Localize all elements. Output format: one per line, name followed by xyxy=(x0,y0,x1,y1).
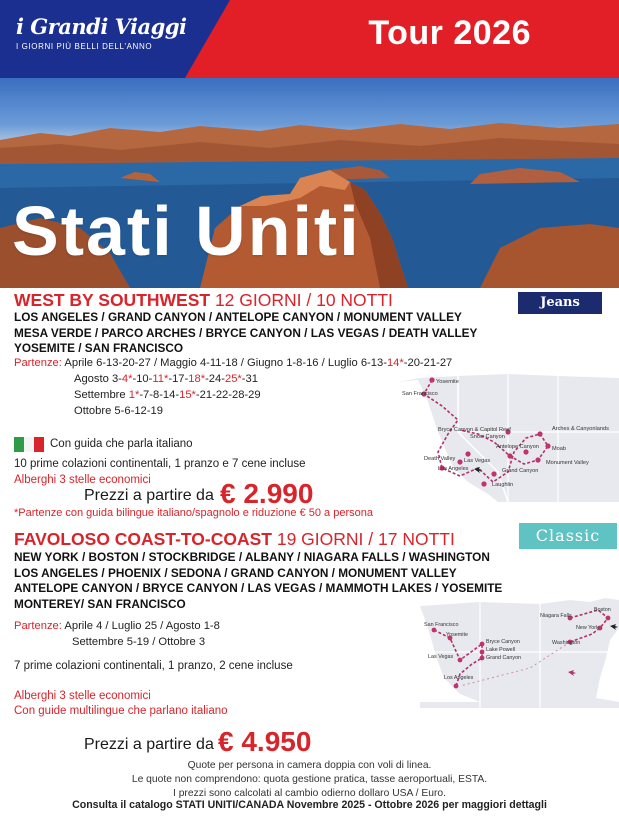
tour1-price-label: Prezzi a partire da xyxy=(84,487,214,504)
tour2-departures xyxy=(14,618,220,650)
map-label: Yosemite xyxy=(436,379,459,385)
map-label: Boston xyxy=(594,607,611,613)
map-label: Washington xyxy=(552,640,581,646)
map-label: Niagara Falls xyxy=(540,613,572,619)
map-label: Los Angeles xyxy=(444,675,474,681)
tour2-cities-line: ANTELOPE CANYON / BRYCE CANYON / LAS VEGAS / MAMMOTH LAKES / YOSEMITE xyxy=(14,581,503,595)
map-label: San Francisco xyxy=(402,391,438,397)
tour1-departures-label: Partenze: xyxy=(14,357,62,369)
tour1-hotels: Alberghi 3 stelle economici xyxy=(14,474,151,486)
map-label: Yosemite xyxy=(446,632,468,638)
tour2-price: € 4.950 xyxy=(218,726,312,757)
tour1-departures xyxy=(14,355,452,419)
tour2-route-map xyxy=(420,598,619,713)
map-label: Grand Canyon xyxy=(486,655,522,661)
price-notes xyxy=(0,759,619,801)
tour2-heading xyxy=(14,529,455,550)
tour1-cities xyxy=(14,310,477,357)
tour1-guide-text: Con guida che parla italiano xyxy=(50,438,193,450)
map-label: Los Angeles xyxy=(438,466,469,472)
tour2-cities-line: MONTEREY/ SAN FRANCISCO xyxy=(14,596,186,611)
price-note: Quote per persona in camera doppia con voli di linea. xyxy=(187,760,432,771)
tour1-cities-line: MESA VERDE / PARCO ARCHES / BRYCE CANYON / LAS VEGAS / DEATH VALLEY xyxy=(14,325,478,340)
map-label: Las Vegas xyxy=(464,458,491,464)
map-label: Las Vegas xyxy=(428,654,454,660)
tour1-cities-line: LOS ANGELES / GRAND CANYON / ANTELOPE CANYON / MONUMENT VALLEY xyxy=(14,310,462,324)
tour2-departure-line: Partenze: Aprile 4 / Luglio 25 / Agosto 1-8 xyxy=(14,620,220,632)
price-note: I prezzi sono calcolati al cambio odierno dollaro USA / Euro. xyxy=(172,788,446,799)
map-label: Monument Valley xyxy=(546,460,589,466)
map-label: Laughlin xyxy=(492,482,514,488)
map-label: New York xyxy=(576,625,599,631)
tour1-note: *Partenze con guida bilingue italiano/spagnolo e riduzione € 50 a persona xyxy=(14,507,373,519)
tour2-meals: 7 prime colazioni continentali, 1 pranzo, 2 cene incluse xyxy=(14,660,293,672)
map-label: Grand Canyon xyxy=(502,468,539,474)
tour1-departure-line: Partenze: Aprile 6-13-20-27 / Maggio 4-11-18 / Giugno 1-8-16 / Luglio 6-13-14*-20-21-27 xyxy=(14,357,453,369)
map-label: Death Valley xyxy=(424,456,456,462)
tour2-cities-line: LOS ANGELES / PHOENIX / SEDONA / GRAND CANYON / MONUMENT VALLEY xyxy=(14,565,457,580)
brand-logo[interactable] xyxy=(16,14,187,51)
tour1-route-map xyxy=(398,372,619,507)
map-label: Snow Canyon xyxy=(470,434,505,440)
tour1-name: WEST BY SOUTHWEST xyxy=(14,290,211,310)
tour2-departure-line: Settembre 5-19 / Ottobre 3 xyxy=(72,636,206,648)
tour2-name: FAVOLOSO COAST-TO-COAST xyxy=(14,529,272,549)
tour2-cities-line: NEW YORK / BOSTON / STOCKBRIDGE / ALBANY / NIAGARA FALLS / WASHINGTON xyxy=(14,550,490,564)
tour1-heading xyxy=(14,290,393,311)
tour-year-label: Tour 2026 xyxy=(368,14,531,52)
tour2-departures-label: Partenze: xyxy=(14,620,62,632)
catalog-footer[interactable]: Consulta il catalogo STATI UNITI/CANADA Novembre 2025 - Ottobre 2026 per maggiori dettagli xyxy=(72,799,547,811)
tour1-badge: Jeans xyxy=(518,292,602,314)
hero-title: Stati Uniti xyxy=(12,192,361,270)
brand-tagline: I GIORNI PIÙ BELLI DELL'ANNO xyxy=(16,42,153,51)
tour1-departure-line: Settembre 1*-7-8-14-15*-21-22-28-29 xyxy=(74,389,261,401)
tour2-hotels: Alberghi 3 stelle economici xyxy=(14,690,151,702)
tour2-guides: Con guide multilingue che parlano italiano xyxy=(14,705,228,717)
italian-flag-icon xyxy=(14,437,44,452)
brand-name: i Grandi Viaggi xyxy=(16,14,187,39)
map-label: Bryce Canyon xyxy=(486,639,520,645)
price-note: Le quote non comprendono: quota gestione pratica, tasse aeroportuali, ESTA. xyxy=(131,774,488,785)
tour2-duration: 19 GIORNI / 17 NOTTI xyxy=(276,529,455,549)
map-label: Bryce Canyon & Capitol Reef xyxy=(438,427,511,433)
map-label: Antelope Canyon xyxy=(496,444,539,450)
tour1-duration: 12 GIORNI / 10 NOTTI xyxy=(214,290,393,310)
map-label: Moab xyxy=(552,446,566,452)
header-banner xyxy=(0,0,619,78)
map-label: Lake Powell xyxy=(486,647,516,653)
tour1-cities-line: YOSEMITE / SAN FRANCISCO xyxy=(14,341,184,355)
tour1-meals: 10 prime colazioni continentali, 1 pranzo e 7 cene incluse xyxy=(14,458,306,470)
tour1-departure-line: Agosto 3-4*-10-11*-17-18*-24-25*-31 xyxy=(74,373,258,385)
tour2-price-label: Prezzi a partire da xyxy=(84,736,214,753)
map-label: San Francisco xyxy=(424,622,459,628)
tour1-departure-line: Ottobre 5-6-12-19 xyxy=(74,405,163,417)
tour1-price: € 2.990 xyxy=(220,478,314,509)
tour2-badge: Classic xyxy=(519,523,617,549)
map-label: Arches & Canyonlands xyxy=(552,426,609,432)
